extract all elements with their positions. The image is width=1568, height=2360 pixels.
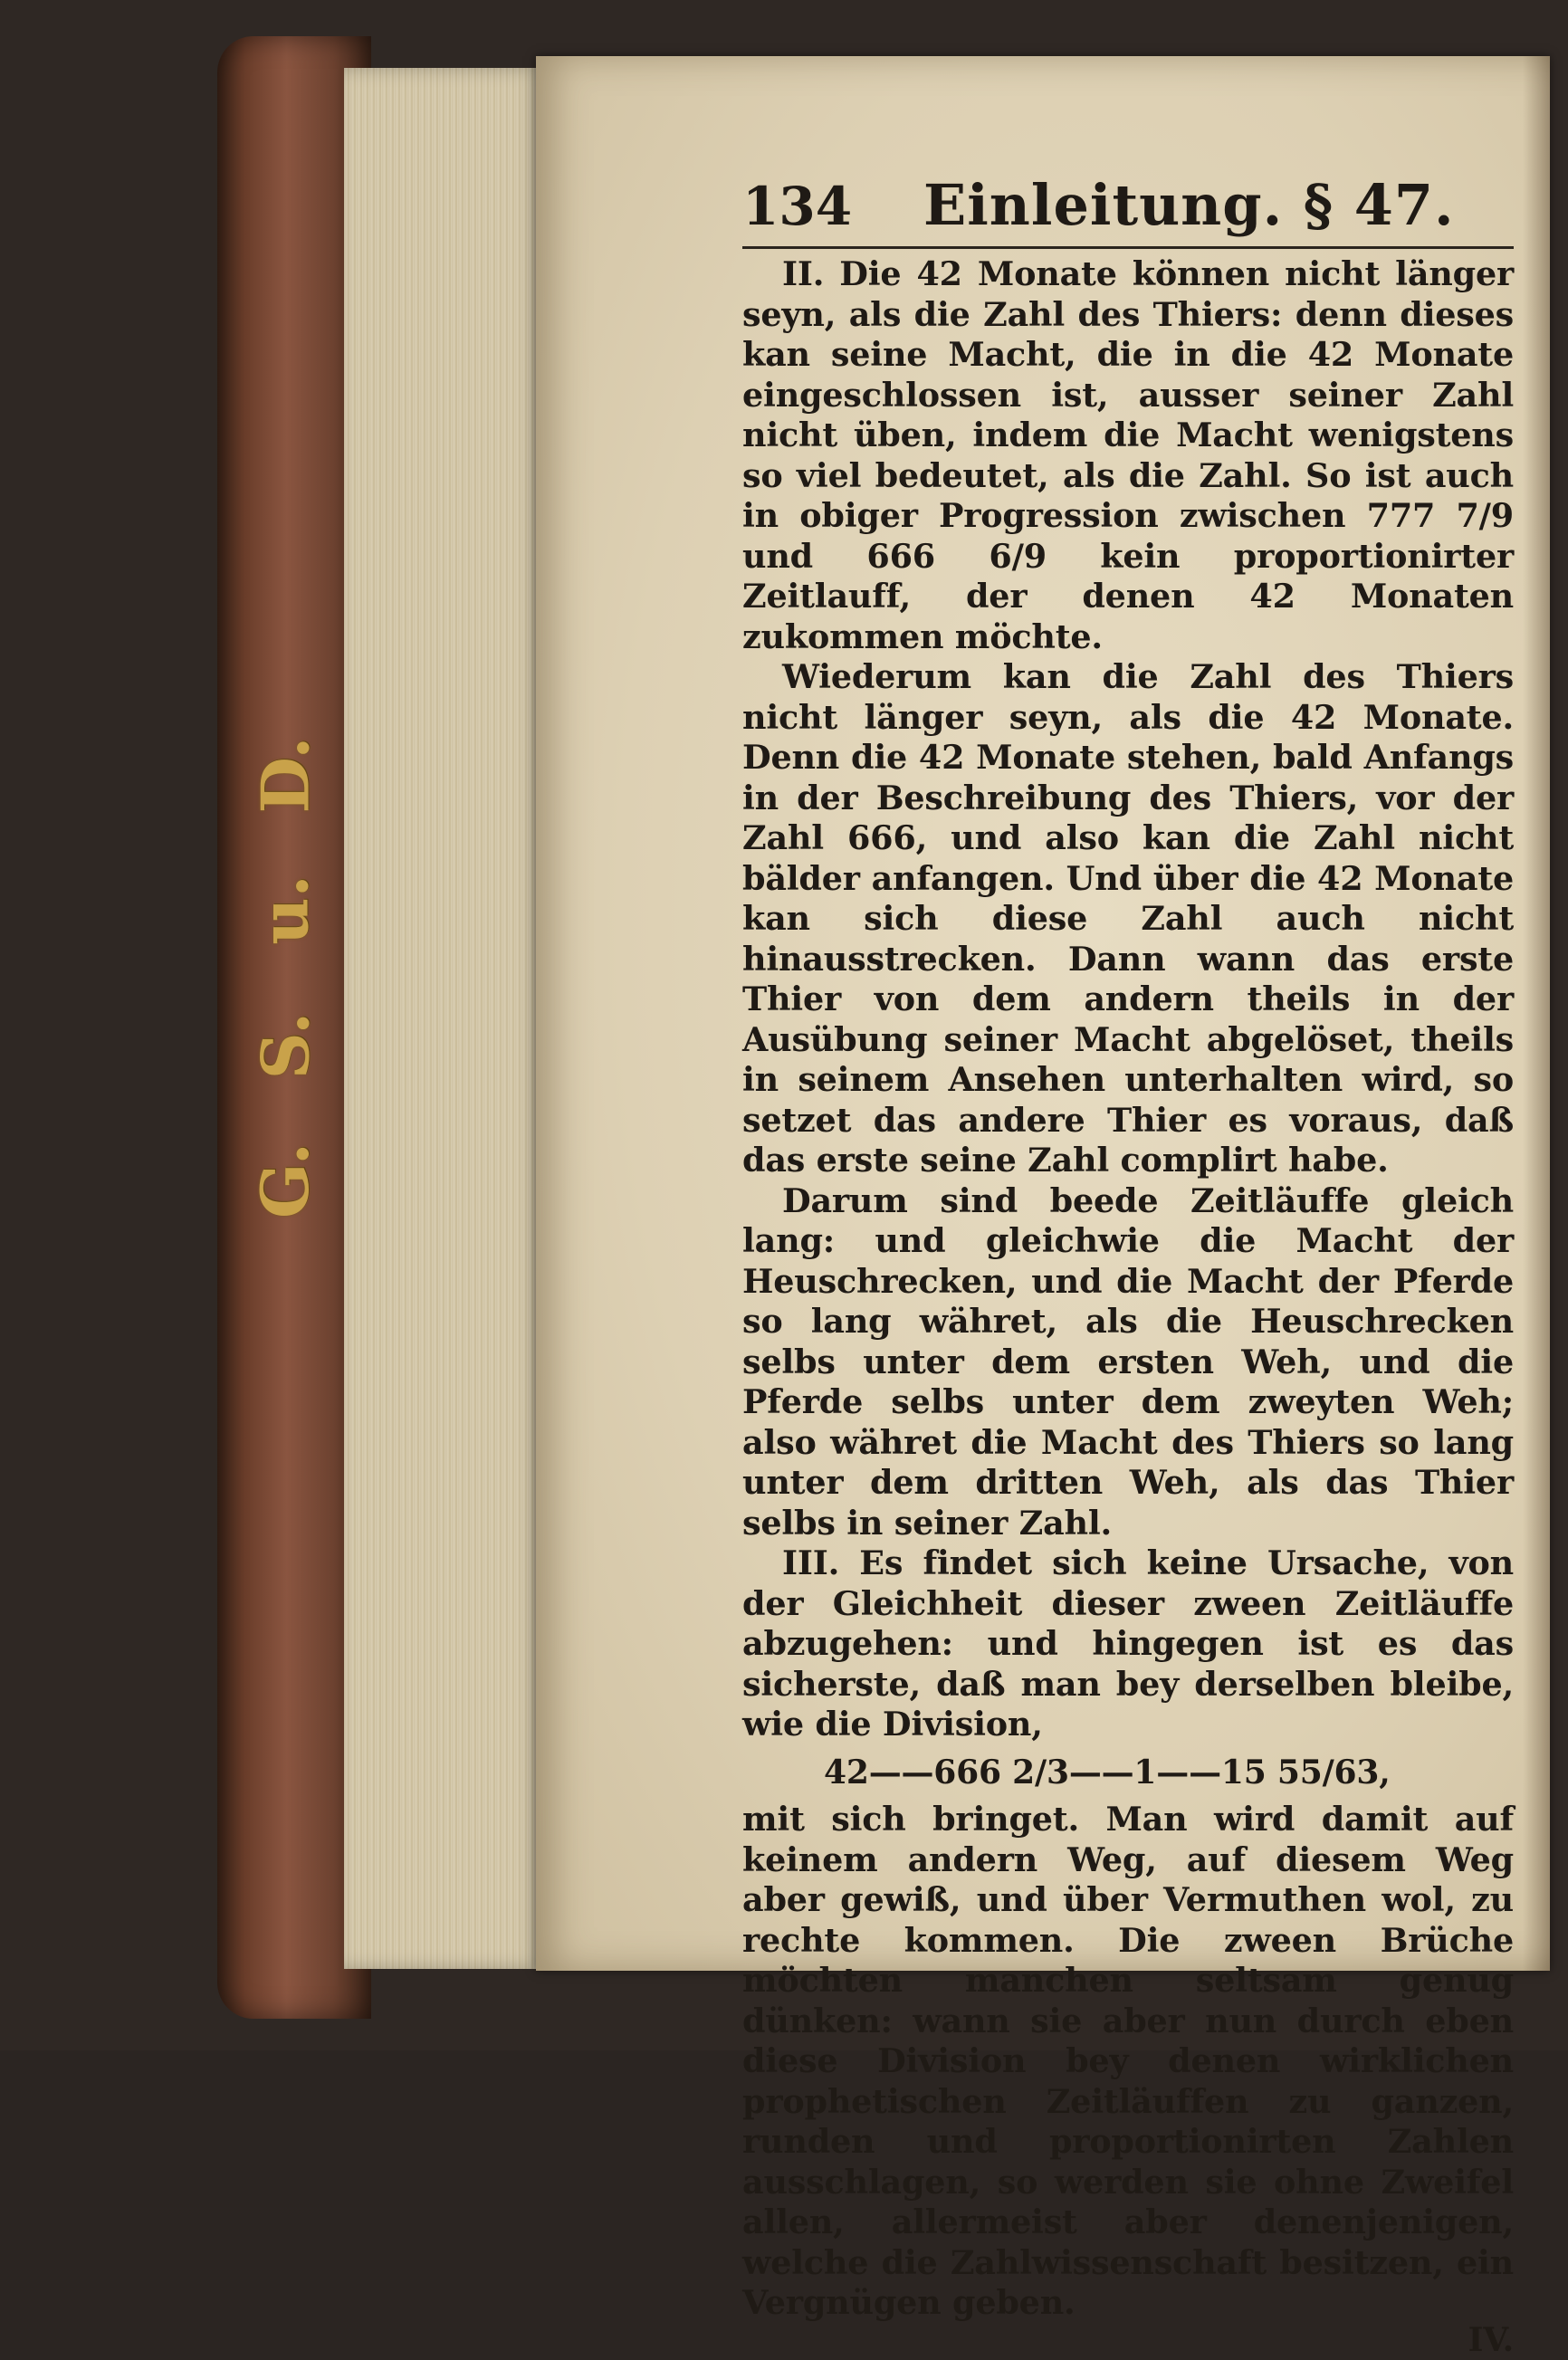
paragraph-ii: II. Die 42 Monate können nicht länger seyn, als die Zahl des Thiers: denn dieses kan seine Macht, die in die 42 Monate eingeschlossen ist, ausser seiner Zahl nicht üben, indem die Macht wenigstens so viel bedeutet, als die Zahl. So ist auch in obiger Progression zwischen 777 7/9 und 666 6/9 kein proportionirter Zeitlauff, der denen 42 Monaten zukommen möchte. xyxy=(742,254,1514,657)
paragraph-darum: Darum sind beede Zeitläuffe gleich lang: und gleichwie die Macht der Heuschrecken, und die Macht der Pferde so lang währet, als die Heuschrecken selbs unter dem ersten Weh, und die Pferde selbs unter dem zweyten Weh; also währet die Macht des Thiers so lang unter dem dritten Weh, als das Thier selbs in seiner Zahl. xyxy=(742,1181,1514,1544)
page-number: 134 xyxy=(742,176,923,237)
page-edge-shadow xyxy=(1523,56,1550,1971)
running-title: Einleitung. § 47. xyxy=(923,172,1455,238)
body-text xyxy=(742,254,1514,2360)
spine-letter-1: G. xyxy=(253,1142,318,1218)
paragraph-wiederum: Wiederum kan die Zahl des Thiers nicht länger seyn, als die 42 Monate. Denn die 42 Monate stehen, bald Anfangs in der Beschreibung des Thiers, vor der Zahl 666, und also kan die Zahl nicht bälder anfangen. Und über die 42 Monate kan sich diese Zahl auch nicht hinausstrecken. Dann wann das erste Thier von dem andern theils in der Ausübung seiner Macht abgelöset, theils in seinem Ansehen unterhalten wird, so setzet das andere Thier es voraus, daß das erste seine Zahl complirt habe. xyxy=(742,657,1514,1181)
book-page xyxy=(536,56,1550,1971)
page-edges xyxy=(344,68,543,1969)
division-formula: 42——666 2/3——1——15 55/63, xyxy=(824,1753,1514,1793)
catchword: IV. xyxy=(742,2320,1514,2360)
spine-lettering xyxy=(226,742,344,1213)
paragraph-mit-sich: mit sich bringet. Man wird damit auf keinem andern Weg, auf diesem Weg aber gewiß, und über Vermuthen wol, zu rechte kommen. Die zween Brüche möchten manchen seltsam genug dünken: wann sie aber nun durch eben diese Division bey denen wirklichen prophetischen Zeitläuffen zu ganzen, runden und proportionirten Zahlen ausschlagen, so werden sie ohne Zweifel allen, allermeist aber denenjenigen, welche die Zahlwissenschaft besitzen, ein Vergnügen geben. xyxy=(742,1800,1514,2324)
page-content xyxy=(742,172,1514,2360)
spine-letter-2: S. xyxy=(253,1011,318,1079)
spine-letter-3: u. xyxy=(253,875,318,945)
page-header xyxy=(742,172,1514,249)
paragraph-iii: III. Es findet sich keine Ursache, von der Gleichheit dieser zween Zeitläuffe abzugehen: und hingegen ist es das sicherste, daß man bey derselben bleibe, wie die Division, xyxy=(742,1543,1514,1745)
spine-letter-4: D. xyxy=(253,737,318,814)
